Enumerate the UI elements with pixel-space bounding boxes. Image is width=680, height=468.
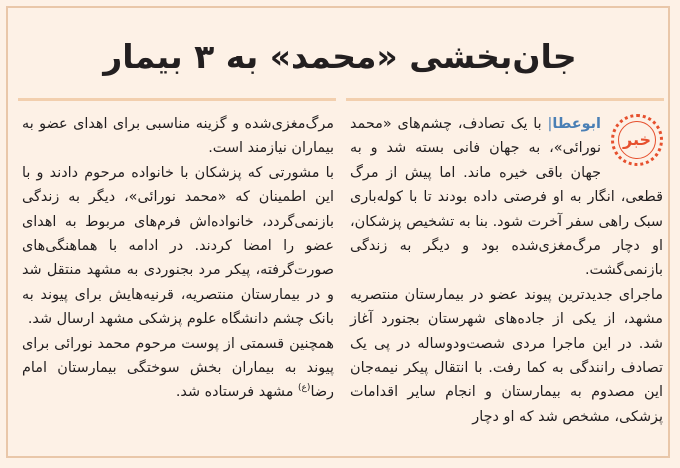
divider-right (346, 98, 664, 101)
headline: جان‌بخشی «محمد» به ۳ بیمار (103, 37, 577, 76)
paragraph-tail: مشهد فرستاده شد. (175, 384, 299, 401)
paragraph-text: با یک تصادف، چشم‌های «محمد نورائی»، به جهان فانی بسته شد و به جهان باقی خیره ماند. اما پیش از مرگ قطعی، انگار به او فرصتی داده بودند تا با کوله‌باری سبک راهی سفر آخرت شود. بنا به تشخیص پزشکان، او دچار مرگ‌مغزی‌شده بود و دیگر به زندگی بازنمی‌گشت. (350, 116, 663, 279)
news-badge (611, 114, 663, 166)
paragraph-text: همچنین قسمتی از پوست مرحوم محمد نورائی برای پیوند به بیماران بخش سوختگی بیمارستان امام رضا (22, 335, 334, 401)
paragraph: مرگ‌مغزی‌شده و گزینه مناسبی برای اهدای عضو به بیماران نیازمند است. (22, 116, 334, 157)
honorific: (ع) (298, 383, 311, 394)
paragraph: ماجرای جدیدترین پیوند عضو در بیمارستان منتصریه مشهد، از یکی از جاده‌های شهرستان بجنورد آغاز شد. در این ماجرا مردی شصت‌ودوساله در پی یک تصادف رانندگی به کما رفت. با انتقال پیکر نیمه‌جان این مصدوم به بیمارستان و انجام سایر اقدامات پزشکی، مشخص شد که او دچار (350, 286, 663, 425)
news-badge-label: خبر (618, 121, 656, 159)
paragraph: با مشورتی که پزشکان با خانواده مرحوم دادند و با این اطمینان که «محمد نورائی»، دیگر به زندگی بازنمی‌گردد، خانواده‌اش فرم‌های مربوط به اهدای عضو را امضا کردند. در ادامه با هماهنگی‌های صورت‌گرفته، پیکر مرد بجنوردی به مشهد منتقل شد و در بیمارستان منتصریه، قرنیه‌هایش برای پیوند به بانک چشم دانشگاه علوم پزشکی مشهد ارسال شد. (22, 164, 334, 328)
article-column-right (350, 112, 663, 429)
byline-separator: | (547, 116, 553, 132)
paragraph (22, 332, 334, 405)
divider-left (18, 98, 336, 101)
byline: ابوعطا (552, 116, 601, 132)
article-column-left (22, 112, 334, 405)
